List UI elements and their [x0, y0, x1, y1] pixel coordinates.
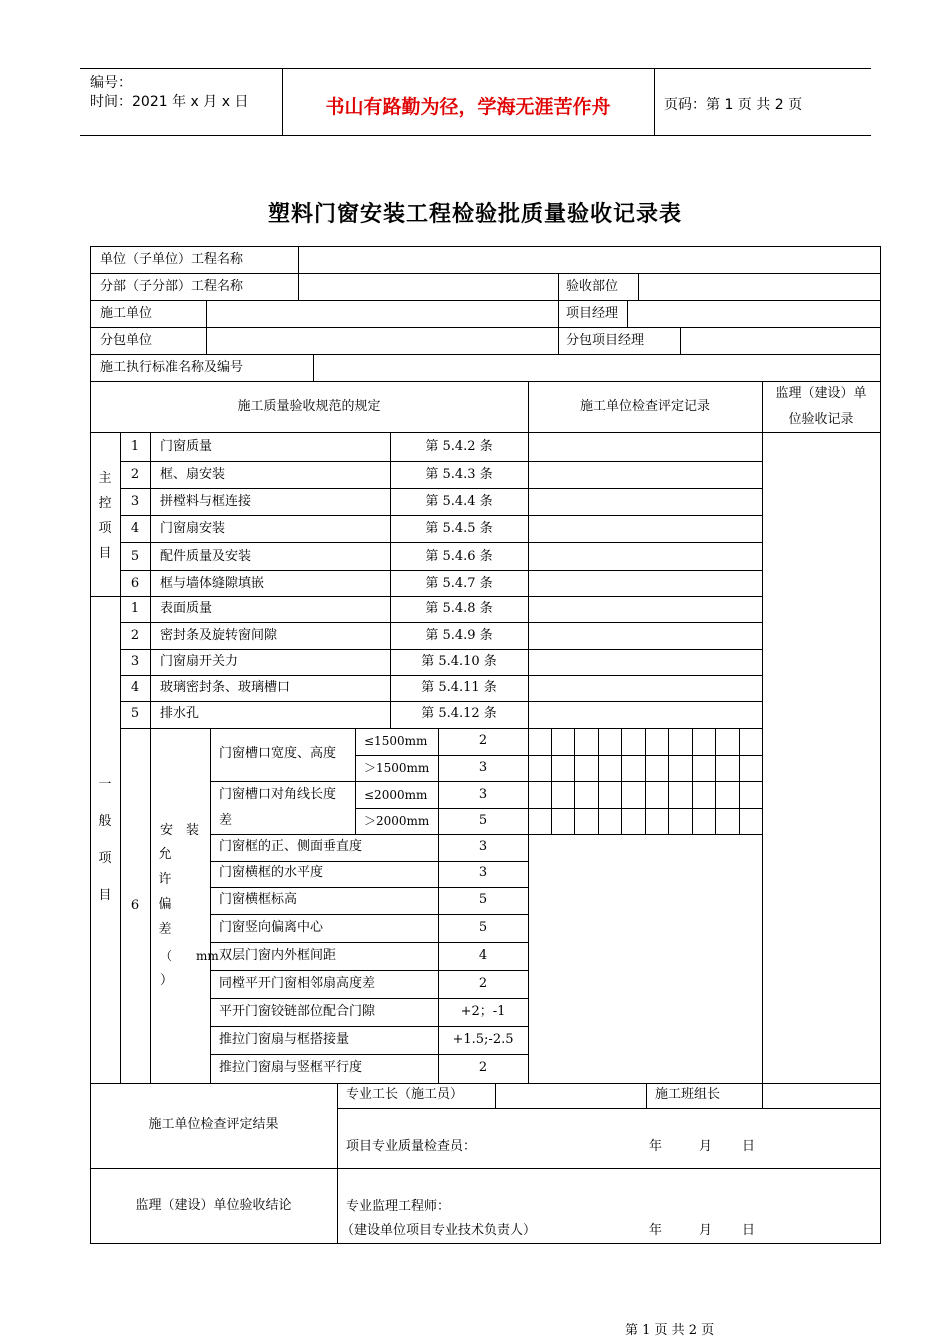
inspector-month-label: 月	[699, 1139, 713, 1154]
main-control-group-label: 主 控 项 目	[98, 471, 112, 561]
deviation-item-value: +2；-1	[460, 1004, 506, 1019]
general-item-name: 玻璃密封条、玻璃槽口	[160, 680, 291, 695]
inspector-day-label: 日	[742, 1139, 756, 1154]
groove-diagonal-label-line2: 差	[219, 813, 233, 828]
construction-unit-label: 施工单位	[100, 306, 153, 321]
deviation-item-name: 门窗横框标高	[219, 892, 298, 907]
general-group-label: 一 般 项 目	[98, 777, 112, 903]
general-item-clause: 第 5.4.11 条	[421, 680, 497, 695]
check-record-column-header: 施工单位检查评定记录	[579, 399, 710, 414]
main-item-no: 1	[130, 439, 140, 454]
main-item-name: 框、扇安装	[160, 467, 226, 482]
deviation-item-name: 推拉门窗扇与框搭接量	[219, 1032, 350, 1047]
inspector-year-label: 年	[649, 1139, 663, 1154]
subcontract-manager-label: 分包项目经理	[566, 333, 645, 348]
deviation-item-value: 2	[478, 976, 488, 991]
deviation-condition: ＞1500mm	[364, 761, 430, 775]
footer-page-number: 第 1 页 共 2 页	[625, 1323, 715, 1338]
general-item-no: 1	[130, 601, 140, 616]
groove-diagonal-label-line1: 门窗槽口对角线长度	[219, 787, 337, 802]
check-result-label: 施工单位检查评定结果	[148, 1117, 279, 1132]
main-item-name: 门窗扇安装	[160, 521, 226, 536]
main-item-no: 3	[130, 494, 140, 509]
supervisor-column-header-line1: 监理（建设）单	[775, 386, 867, 401]
sub-project-label: 分部（子分部）工程名称	[100, 279, 244, 294]
main-item-no: 4	[130, 521, 140, 536]
deviation-item-no: 6	[130, 898, 140, 913]
team-leader-label: 施工班组长	[655, 1087, 721, 1102]
deviation-item-value: +1.5;-2.5	[452, 1032, 514, 1047]
supervisor-conclusion-label: 监理（建设）单位验收结论	[135, 1198, 292, 1213]
main-item-name: 配件质量及安装	[160, 549, 252, 564]
deviation-item-name: 推拉门窗扇与竖框平行度	[219, 1060, 363, 1075]
foreman-label: 专业工长（施工员）	[346, 1087, 464, 1102]
deviation-item-name: 双层门窗内外框间距	[219, 948, 337, 963]
supervisor-year-label: 年	[649, 1223, 663, 1238]
general-item-name: 密封条及旋转窗间隙	[160, 628, 278, 643]
general-item-name: 门窗扇开关力	[160, 654, 239, 669]
deviation-condition: ＞2000mm	[364, 814, 430, 828]
main-item-clause: 第 5.4.2 条	[425, 439, 493, 454]
main-item-name: 门窗质量	[160, 439, 213, 454]
deviation-item-name: 平开门窗铰链部位配合门隙	[219, 1004, 376, 1019]
project-manager-label: 项目经理	[566, 306, 619, 321]
owner-tech-lead-label: （建设单位项目专业技术负责人）	[341, 1223, 537, 1238]
page-number-label: 页码：第 1 页 共 2 页	[664, 97, 803, 113]
deviation-item-name: 同樘平开门窗相邻扇高度差	[219, 976, 376, 991]
quality-inspector-label: 项目专业质量检查员：	[346, 1139, 477, 1154]
deviation-condition: ≤1500mm	[364, 734, 428, 748]
deviation-value: 3	[478, 760, 488, 775]
deviation-label-unit: （ mm	[160, 949, 219, 963]
standard-label: 施工执行标准名称及编号	[100, 360, 244, 375]
deviation-item-value: 4	[478, 948, 488, 963]
general-item-clause: 第 5.4.12 条	[421, 706, 497, 721]
deviation-label-close: ）	[160, 973, 174, 988]
supervisor-column-header-line2: 位验收记录	[788, 412, 854, 427]
deviation-item-name: 门窗竖向偏离中心	[219, 920, 324, 935]
deviation-item-name: 门窗框的正、侧面垂直度	[219, 839, 363, 854]
deviation-value: 5	[478, 813, 488, 828]
general-item-clause: 第 5.4.10 条	[421, 654, 497, 669]
general-item-no: 2	[130, 628, 140, 643]
general-item-name: 表面质量	[160, 601, 213, 616]
deviation-value: 2	[478, 733, 488, 748]
main-item-no: 2	[130, 467, 140, 482]
main-item-name: 拼樘料与框连接	[160, 494, 252, 509]
document-date-label: 时间：2021 年 x 月 x 日	[90, 94, 249, 110]
acceptance-part-label: 验收部位	[566, 279, 619, 294]
motto-text: 书山有路勤为径，学海无涯苦作舟	[325, 96, 611, 118]
main-item-clause: 第 5.4.6 条	[425, 549, 493, 564]
deviation-item-value: 5	[478, 920, 488, 935]
deviation-condition: ≤2000mm	[364, 788, 428, 802]
supervisor-month-label: 月	[699, 1223, 713, 1238]
deviation-label-chars: 允 许 偏 差	[158, 847, 172, 937]
supervisor-engineer-label: 专业监理工程师：	[346, 1199, 451, 1214]
general-item-no: 5	[130, 706, 140, 721]
general-item-no: 3	[130, 654, 140, 669]
general-item-clause: 第 5.4.8 条	[425, 601, 493, 616]
deviation-item-value: 2	[478, 1060, 488, 1075]
deviation-value: 3	[478, 787, 488, 802]
deviation-item-value: 3	[478, 839, 488, 854]
main-item-clause: 第 5.4.4 条	[425, 494, 493, 509]
general-item-no: 4	[130, 680, 140, 695]
deviation-item-value: 3	[478, 865, 488, 880]
main-item-clause: 第 5.4.5 条	[425, 521, 493, 536]
main-item-no: 5	[130, 549, 140, 564]
unit-project-label: 单位（子单位）工程名称	[100, 252, 244, 267]
main-item-name: 框与墙体缝隙填嵌	[160, 576, 265, 591]
general-item-clause: 第 5.4.9 条	[425, 628, 493, 643]
page-title: 塑料门窗安装工程检验批质量验收记录表	[267, 202, 682, 227]
groove-size-label: 门窗槽口宽度、高度	[219, 746, 337, 761]
main-item-clause: 第 5.4.7 条	[425, 576, 493, 591]
document-number-label: 编号：	[90, 75, 132, 91]
supervisor-day-label: 日	[742, 1223, 756, 1238]
general-item-name: 排水孔	[160, 706, 200, 721]
main-item-no: 6	[130, 576, 140, 591]
subcontract-unit-label: 分包单位	[100, 333, 153, 348]
main-item-clause: 第 5.4.3 条	[425, 467, 493, 482]
spec-column-header: 施工质量验收规范的规定	[237, 399, 381, 414]
deviation-item-value: 5	[478, 892, 488, 907]
deviation-label-line1: 安 装	[160, 823, 200, 838]
deviation-item-name: 门窗横框的水平度	[219, 865, 324, 880]
